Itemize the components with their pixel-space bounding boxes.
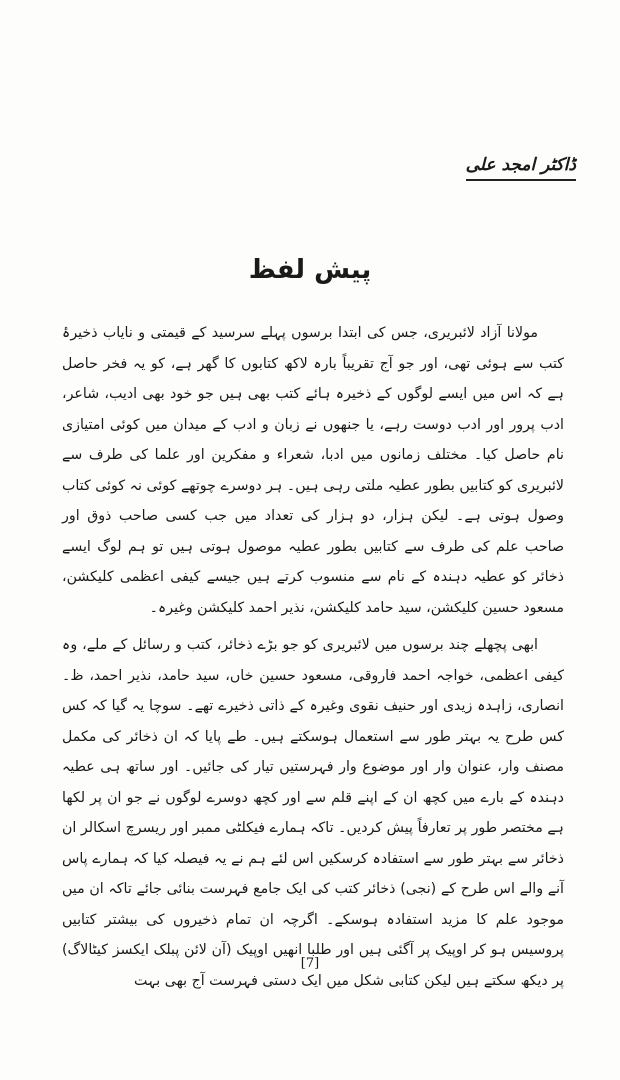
- body-text: [62, 318, 564, 1003]
- paragraph-1: مولانا آزاد لائبریری، جس کی ابتدا برسوں پہلے سرسید کے قیمتی و نایاب ذخیرۂ کتب سے ہوئی تھی، اور جو آج تقریباً بارہ لاکھ کتابوں کا گھر ہے، کو یہ فخر حاصل ہے کہ اس میں ایسے لوگوں کے ذخیرہ ہائے کتب بھی ہیں جو خود بھی ادیب، شاعر، ادب پرور اور ادب دوست رہے، یا جنھوں نے زبان و ادب کے میدان میں کوئی امتیازی نام حاصل کیا۔ مختلف زمانوں میں ادبا، شعراء و مفکرین اور علما کی طرف سے لائبریری کو کتابیں بطور عطیہ ملتی رہی ہیں۔ ہر دوسرے چوتھے کوئی نہ کوئی کتاب وصول ہوتی ہے۔ لیکن ہزار، دو ہزار کی تعداد میں جب کسی صاحب ذوق اور صاحب علم کی طرف سے کتابیں بطور عطیہ موصول ہوتی ہیں تو ہم لوگ ایسے ذخائر کو عطیہ دہندہ کے نام سے منسوب کرتے ہیں جیسے کیفی اعظمی کلیکشن، مسعود حسین کلیکشن، سید حامد کلیکشن، نذیر احمد کلیکشن وغیرہ۔: [62, 325, 564, 616]
- author-name: ڈاکٹر امجد علی: [466, 155, 576, 181]
- paragraph-2: ابھی پچھلے چند برسوں میں لائبریری کو جو بڑے ذخائر، کتب و رسائل کے ملے، وہ کیفی اعظمی، خواجہ احمد فاروقی، مسعود حسین خاں، سید حامد، نذیر احمد، ظ۔ انصاری، زاہدہ زیدی اور حنیف نقوی وغیرہ کے ذاتی ذخیرے تھے۔ سوچا یہ گیا کہ کس کس طرح یہ بہتر طور سے استعمال ہوسکتے ہیں۔ طے پایا کہ ان ذخائر کی مکمل مصنف وار، عنوان وار اور موضوع وار فہرستیں تیار کی جائیں۔ اور ساتھ ہی عطیہ دہندہ کے بارے میں کچھ ان کے اپنے قلم سے اور کچھ دوسرے لوگوں نے جو ان پر لکھا ہے مختصر طور پر تعارفاً پیش کردیں۔ تاکہ ہمارے فیکلٹی ممبر اور ریسرچ اسکالر ان ذخائر سے بہتر طور سے استفادہ کرسکیں اس لئے ہم نے یہ فیصلہ کیا کہ ہمارے پاس آنے والے اس طرح کے (نجی) ذخائر کتب کی ایک جامع فہرست بنائی جائے تاکہ ان میں موجود علم کا مزید استفادہ ہوسکے۔ اگرچہ ان تمام ذخیروں کی بیشتر کتابیں پروسیس ہو کر اوپیک پر آگئی ہیں اور طلبا انھیں اوپیک (آن لائن پبلک ایکسز کیٹالاگ) پر دیکھ سکتے ہیں لیکن کتابی شکل میں ایک دستی فہرست آج بھی بہت: [62, 637, 564, 989]
- page-number: [7]: [300, 956, 320, 971]
- page-title: پیش لفظ: [248, 255, 372, 285]
